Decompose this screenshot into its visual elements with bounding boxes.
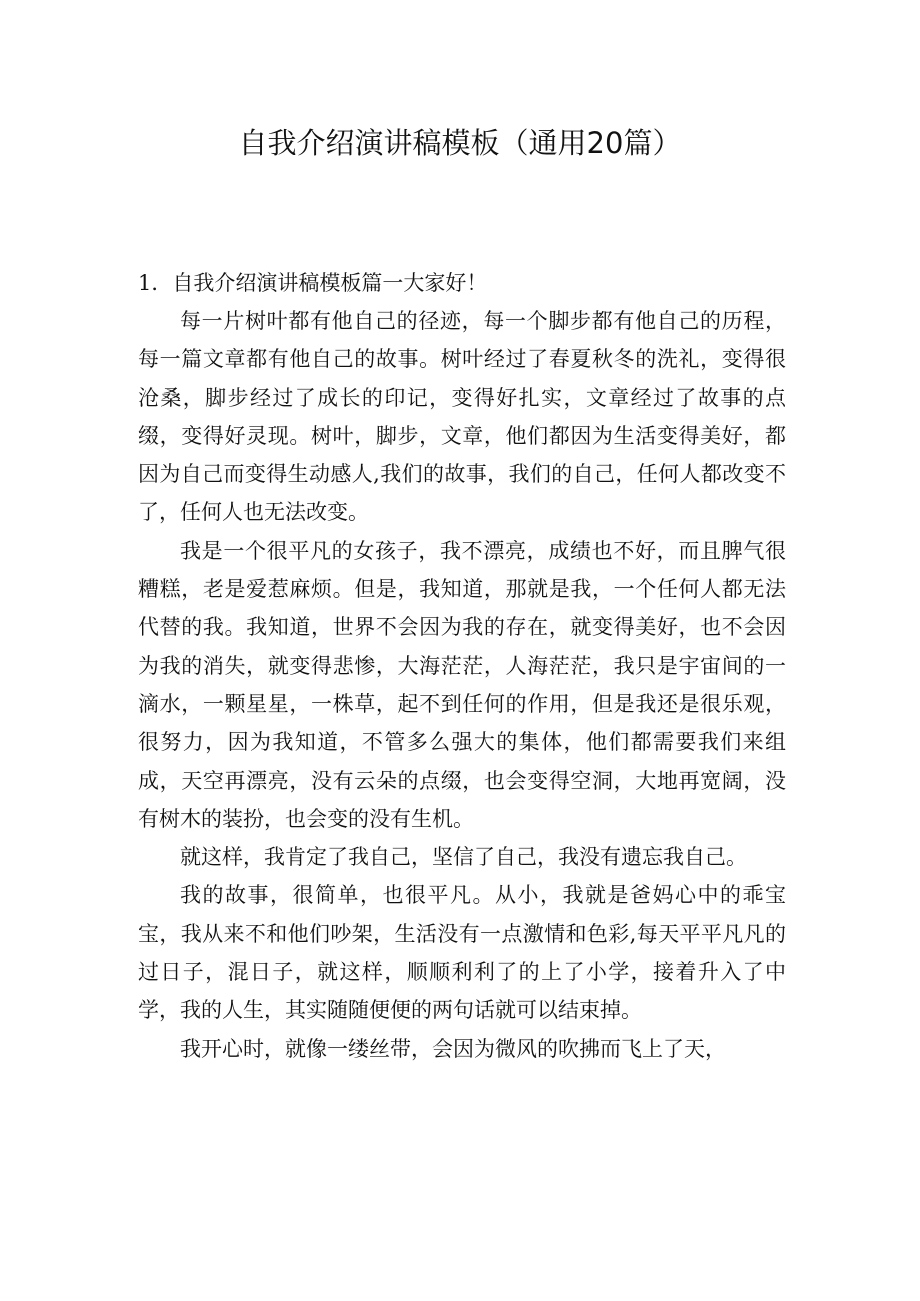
section-heading: 1．自我介绍演讲稿模板篇一大家好！: [138, 271, 488, 295]
paragraph-4: 我的故事，很简单，也很平凡。从小，我就是爸妈心中的乖宝宝，我从来不和他们吵架，生活没有一点激情和色彩,每天平平凡凡的过日子，混日子，就这样，顺顺利利了的上了小学，接着升入了中学，我的人生，其实随随便便的两句话就可以结束掉。: [138, 883, 786, 1023]
document-body: [138, 264, 786, 1068]
paragraph-1: 每一片树叶都有他自己的径迹，每一个脚步都有他自己的历程，每一篇文章都有他自己的故事。树叶经过了春夏秋冬的洗礼，变得很沧桑，脚步经过了成长的印记，变得好扎实，文章经过了故事的点缀，变得好灵现。树叶，脚步，文章，他们都因为生活变得美好，都因为自己而变得生动感人,我们的故事，我们的自己，任何人都改变不了，任何人也无法改变。: [138, 309, 786, 525]
paragraph-2: 我是一个很平凡的女孩子，我不漂亮，成绩也不好，而且脾气很糟糕，老是爱惹麻烦。但是，我知道，那就是我，一个任何人都无法代替的我。我知道，世界不会因为我的存在，就变得美好，也不会因为我的消失，就变得悲惨，大海茫茫，人海茫茫，我只是宇宙间的一滴水，一颗星星，一株草，起不到任何的作用，但是我还是很乐观，很努力，因为我知道，不管多么强大的集体，他们都需要我们来组成，天空再漂亮，没有云朵的点缀，也会变得空洞，大地再宽阔，没有树木的装扮，也会变的没有生机。: [138, 538, 786, 831]
paragraph-5: 我开心时，就像一缕丝带，会因为微风的吹拂而飞上了天，: [180, 1036, 726, 1061]
document-title: 自我介绍演讲稿模板（通用20篇）: [238, 126, 682, 160]
paragraph-3: 就这样，我肯定了我自己，坚信了自己，我没有遗忘我自己。: [180, 845, 747, 870]
